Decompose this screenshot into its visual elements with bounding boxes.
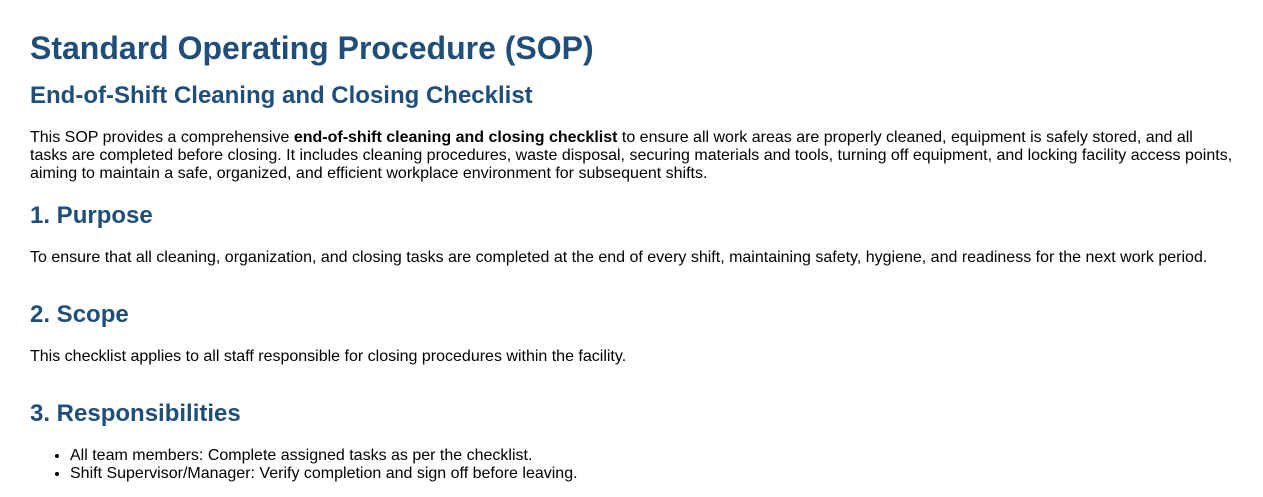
intro-text-start: This SOP provides a comprehensive: [30, 129, 294, 146]
page-subtitle: End-of-Shift Cleaning and Closing Checklist: [30, 82, 533, 109]
section-heading-purpose: 1. Purpose: [30, 202, 153, 229]
list-item: • Shift Supervisor/Manager: Verify completion and sign off before leaving.: [70, 465, 1233, 483]
purpose-text: To ensure that all cleaning, organization, and closing tasks are completed at the end of every shift, maintaining safety, hygiene, and readiness for the next work period.: [30, 249, 1208, 266]
responsibilities-list: [30, 447, 1233, 483]
intro-text-end: to ensure all work areas are properly cleaned, equipment is safely stored, and all tasks are completed before closing. It includes cleaning procedures, waste disposal, securing materials and tools, turning off equipment, and locking facility access points, aiming to maintain a safe, organized, and efficient workplace environment for subsequent shifts.: [30, 129, 1233, 182]
section-heading-scope: 2. Scope: [30, 301, 129, 328]
intro-paragraph: [30, 129, 1233, 183]
intro-text-bold: end-of-shift cleaning and closing checklist: [293, 129, 618, 146]
section-heading-responsibilities: 3. Responsibilities: [30, 400, 241, 427]
scope-text: This checklist applies to all staff responsible for closing procedures within the facility.: [30, 348, 627, 365]
page-title: Standard Operating Procedure (SOP): [30, 30, 594, 66]
list-item: • All team members: Complete assigned tasks as per the checklist.: [70, 447, 1233, 465]
